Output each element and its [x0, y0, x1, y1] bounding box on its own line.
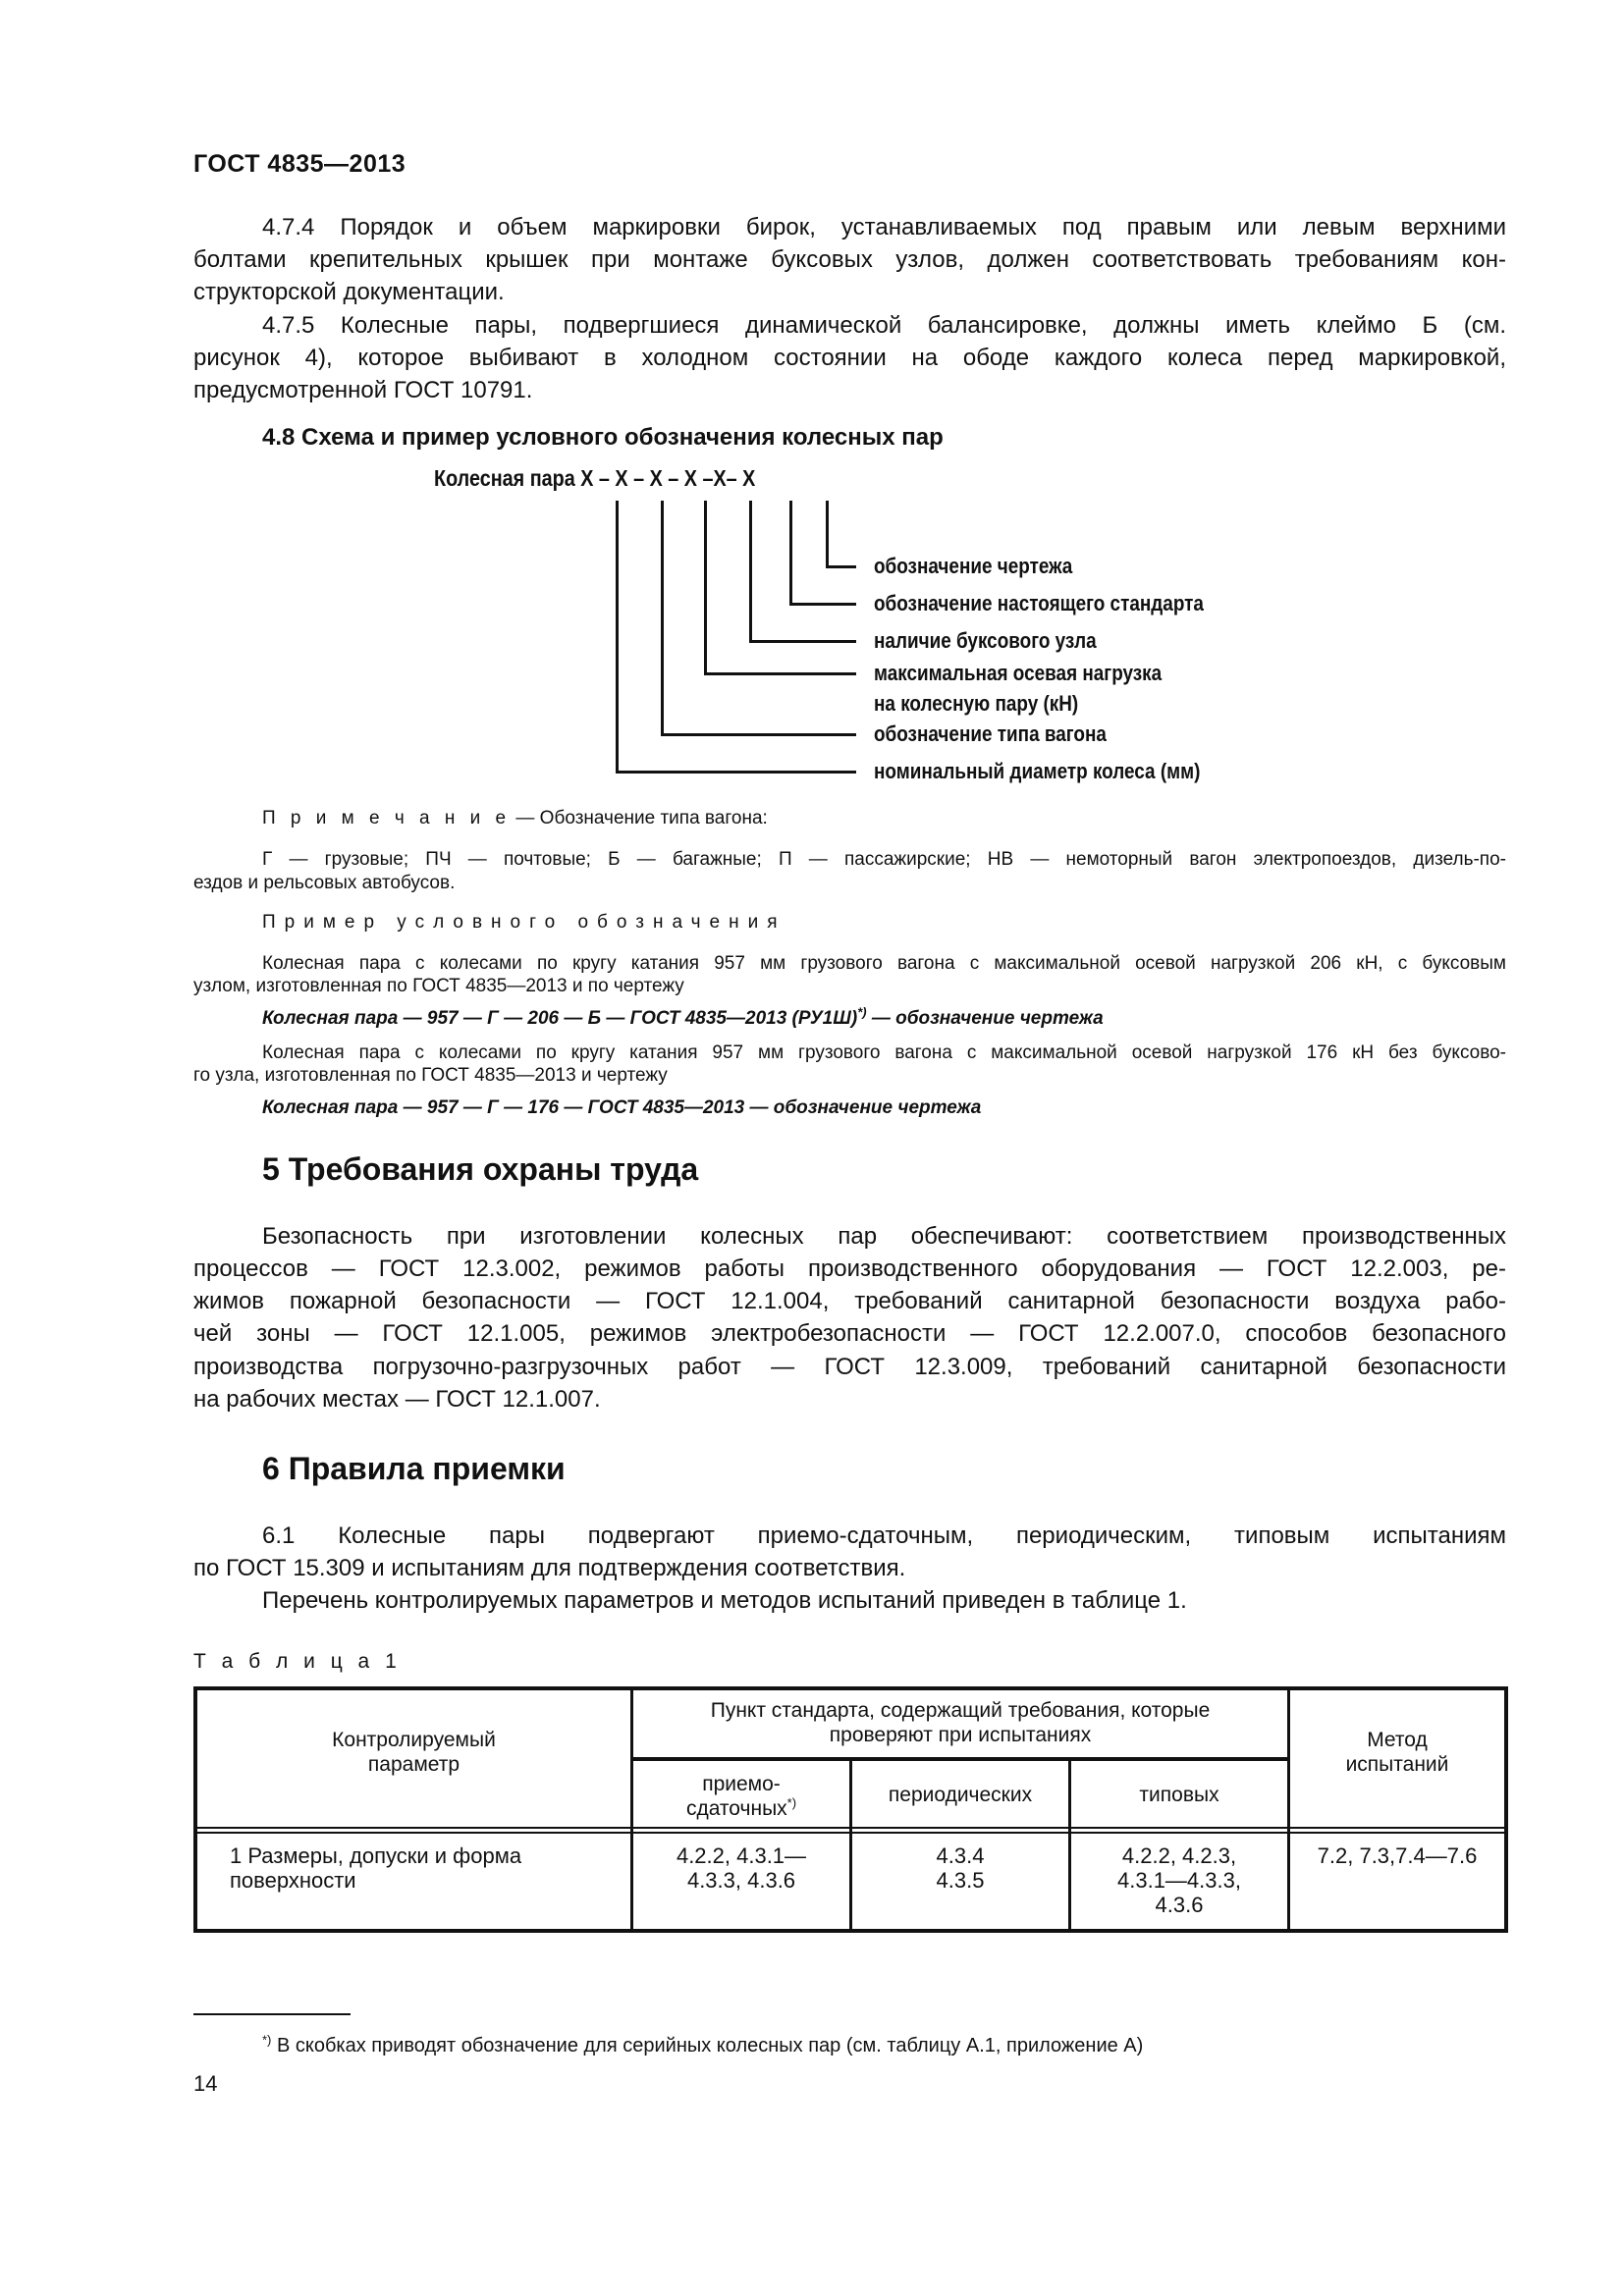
example-1-designation [262, 1004, 1104, 1030]
diagram-connector-line [661, 733, 856, 736]
cell-text: 4.2.2, 4.3.1— [676, 1843, 807, 1868]
diagram-label-axle-load-cont: на колесную пару (кН) [874, 691, 1079, 716]
example-2-line: Колесная пара с колесами по кругу катания 957 мм грузового вагона с максимальной осевой нагрузкой 176 кН без буксово- [262, 1042, 1506, 1063]
example-1-line: узлом, изготовленная по ГОСТ 4835—2013 и по чертежу [193, 976, 684, 996]
header-text: проверяют при испытаниях [829, 1724, 1092, 1746]
diagram-label-wagon-type: обозначение типа вагона [874, 721, 1107, 746]
table-row-acceptance [633, 1843, 849, 1893]
cell-text: 4.2.2, 4.2.3, [1121, 1843, 1237, 1868]
diagram-label-axle-load: максимальная осевая нагрузка [874, 661, 1163, 685]
header-text: сдаточных [685, 1797, 787, 1820]
example-2-designation: Колесная пара — 957 — Г — 176 — ГОСТ 4835—2013 — обозначение чертежа [262, 1097, 982, 1118]
header-text: Метод [1367, 1729, 1428, 1751]
table-header-param [197, 1728, 630, 1777]
cell-text: 7.2, 7.3,7.4—7.6 [1317, 1843, 1478, 1868]
table-header-separator [193, 1832, 1507, 1834]
diagram-connector-line [616, 501, 619, 774]
section-6-line: 6.1 Колесные пары подвергают приемо-сдаточным, периодическим, типовым испытаниям [262, 1522, 1506, 1549]
note-heading [262, 808, 768, 829]
section-6-line: по ГОСТ 15.309 и испытаниям для подтверждения соответствия. [193, 1555, 906, 1581]
table-row-method [1290, 1843, 1504, 1868]
footnote-text: В скобках приводят обозначение для серийных колесных пар (см. таблицу А.1, приложение А) [271, 2035, 1144, 2056]
footnote-ref: *) [857, 1004, 867, 1020]
diagram-connector-line [789, 501, 792, 606]
table-1 [193, 1686, 1507, 1932]
table-border [630, 1757, 1288, 1761]
paragraph-4-7-4-line: болтами крепительных крышек при монтаже буксовых узлов, должен соответствовать требованиям кон- [193, 246, 1506, 273]
section-6-line: Перечень контролируемых параметров и методов испытаний приведен в таблице 1. [262, 1587, 1187, 1614]
cell-text: 4.3.1—4.3.3, [1117, 1868, 1241, 1893]
diagram-connector-line [661, 501, 664, 736]
header-text: испытаний [1345, 1753, 1449, 1776]
table-header-separator [193, 1827, 1507, 1829]
paragraph-4-7-5-line: рисунок 4), которое выбивают в холодном состоянии на ободе каждого колеса перед маркировкой, [193, 345, 1506, 371]
paragraph-4-7-4-line: структорской документации. [193, 279, 505, 305]
paragraph-4-7-5-line: предусмотренной ГОСТ 10791. [193, 377, 533, 403]
header-text: Пункт стандарта, содержащий требования, которые [710, 1699, 1211, 1722]
note-line: ездов и рельсовых автобусов. [193, 873, 456, 893]
table-border [1504, 1686, 1508, 1933]
table-subheader-type: типовых [1139, 1784, 1219, 1806]
cell-text: 4.3.6 [1155, 1893, 1204, 1917]
diagram-connector-line [704, 501, 707, 675]
diagram-label-axlebox: наличие буксового узла [874, 628, 1097, 653]
footnote-rule [193, 2013, 351, 2015]
subsection-title-4-8: 4.8 Схема и пример условного обозначения колесных пар [262, 424, 944, 451]
section-5-line: чей зоны — ГОСТ 12.1.005, режимов электробезопасности — ГОСТ 12.2.007.0, способов безопасного [193, 1320, 1506, 1347]
section-5-line: на рабочих местах — ГОСТ 12.1.007. [193, 1386, 601, 1413]
diagram-connector-line [826, 565, 856, 568]
note-text: — Обозначение типа вагона: [511, 808, 768, 828]
table-row-periodic [852, 1843, 1068, 1893]
section-title-5: 5 Требования охраны труда [262, 1151, 699, 1187]
diagram-connector-line [789, 603, 856, 606]
cell-text: 4.3.3, 4.3.6 [686, 1868, 796, 1893]
diagram-connector-line [616, 771, 856, 774]
cell-text: 4.3.4 [936, 1843, 985, 1868]
example-1-line: Колесная пара с колесами по кругу катания 957 мм грузового вагона с максимальной осевой нагрузкой 206 кН, с буксовым [262, 953, 1506, 974]
section-5-line: процессов — ГОСТ 12.3.002, режимов работы производственного оборудования — ГОСТ 12.2.003, ре- [193, 1255, 1506, 1282]
paragraph-4-7-4-line: 4.7.4 Порядок и объем маркировки бирок, устанавливаемых под правым или левым верхними [262, 214, 1506, 240]
table-header-group [633, 1698, 1287, 1747]
section-5-line: производства погрузочно-разгрузочных работ — ГОСТ 12.3.009, требований санитарной безопасности [193, 1354, 1506, 1380]
section-5-line: жимов пожарной безопасности — ГОСТ 12.1.004, требований санитарной безопасности воздуха рабо- [193, 1288, 1506, 1314]
header-text: Контролируемый [332, 1729, 496, 1751]
example-1-designation-tail: — обозначение чертежа [866, 1008, 1104, 1029]
table-border [193, 1686, 1507, 1690]
cell-text: 1 Размеры, допуски и форма [230, 1843, 522, 1868]
header-text: параметр [367, 1753, 460, 1776]
table-header-method [1290, 1728, 1504, 1777]
diagram-connector-line [704, 672, 856, 675]
diagram-label-standard: обозначение настоящего стандарта [874, 591, 1204, 615]
table-caption: Т а б л и ц а 1 [193, 1650, 402, 1673]
diagram-label-wheel-diameter: номинальный диаметр колеса (мм) [874, 759, 1201, 783]
footnote-mark: *) [262, 2032, 272, 2048]
note-line: Г — грузовые; ПЧ — почтовые; Б — багажные; П — пассажирские; НВ — немоторный вагон электропоездов, дизель-по- [262, 849, 1506, 870]
cell-text: поверхности [230, 1868, 356, 1893]
table-row-type [1071, 1843, 1287, 1917]
diagram-connector-line [749, 501, 752, 643]
section-title-6: 6 Правила приемки [262, 1451, 566, 1486]
table-subheader-periodic: периодических [888, 1784, 1033, 1806]
example-heading: Пример условного обозначения [262, 912, 786, 933]
diagram-connector-line [826, 501, 829, 568]
diagram-connector-line [749, 640, 856, 643]
page-number: 14 [193, 2071, 218, 2096]
diagram-label-drawing: обозначение чертежа [874, 554, 1073, 578]
header-text [633, 1796, 849, 1821]
section-5-line: Безопасность при изготовлении колесных пар обеспечивают: соответствием производственных [262, 1223, 1506, 1250]
table-row-param [230, 1843, 623, 1893]
example-2-line: го узла, изготовленная по ГОСТ 4835—2013 и чертежу [193, 1065, 668, 1086]
header-text: приемо- [702, 1773, 781, 1795]
table-border [1287, 1686, 1290, 1933]
table-subheader-acceptance [633, 1772, 849, 1821]
footnote [262, 2032, 1144, 2057]
example-1-designation-main: Колесная пара — 957 — Г — 206 — Б — ГОСТ 4835—2013 (РУ1Ш) [262, 1008, 858, 1029]
paragraph-4-7-5-line: 4.7.5 Колесные пары, подвергшиеся динамической балансировке, должны иметь клеймо Б (см. [262, 312, 1506, 339]
diagram-formula: Колесная пара Х – Х – Х – Х –Х– Х [434, 465, 756, 491]
table-border [193, 1686, 197, 1933]
document-id-header: ГОСТ 4835—2013 [193, 150, 406, 178]
footnote-ref: *) [786, 1795, 797, 1810]
note-label: П р и м е ч а н и е [262, 808, 512, 828]
cell-text: 4.3.5 [936, 1868, 985, 1893]
